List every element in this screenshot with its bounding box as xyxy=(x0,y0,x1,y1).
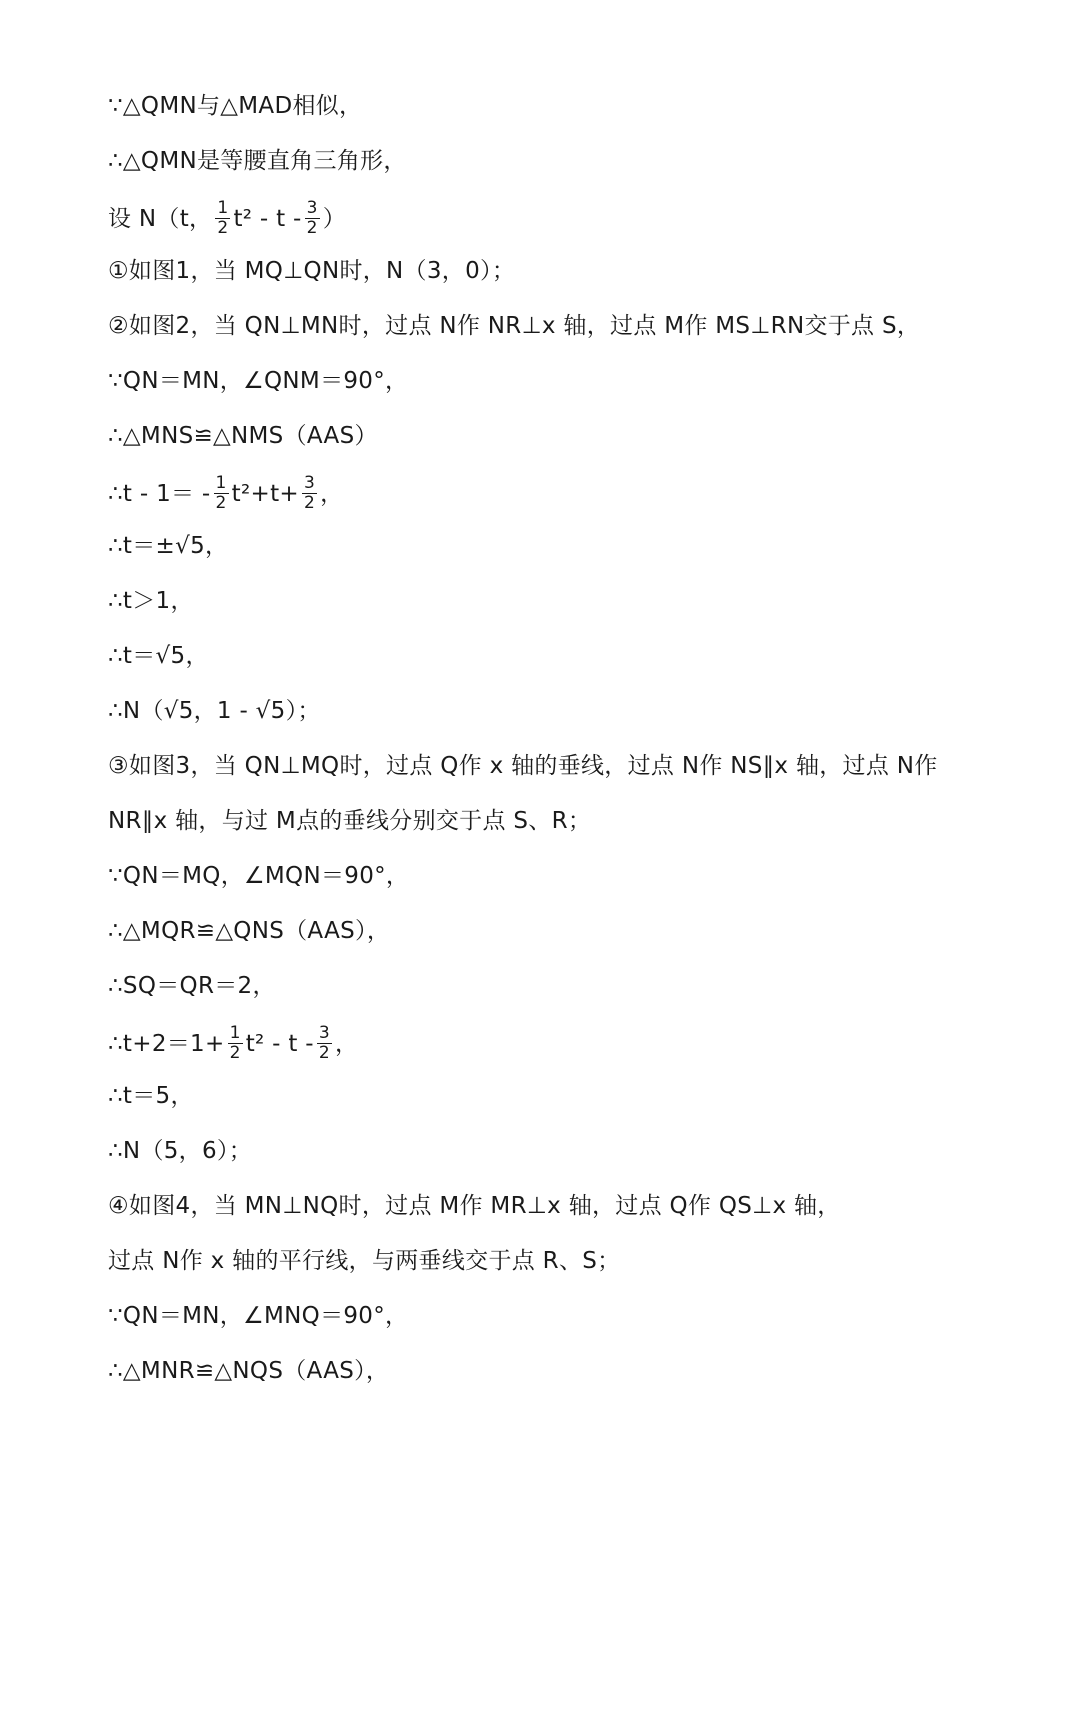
expr-prefix: ∴t - 1＝ - xyxy=(108,481,211,507)
text-line: ∴t＝±√5， xyxy=(108,533,229,559)
denominator: 2 xyxy=(229,1043,241,1063)
denominator: 2 xyxy=(318,1043,331,1063)
fraction xyxy=(302,474,317,513)
text-line: ∵△QMN与△MAD相似， xyxy=(108,93,363,119)
fraction xyxy=(228,1024,243,1063)
text-line: ∴SQ＝QR＝2， xyxy=(108,973,276,999)
text-line-with-fraction xyxy=(108,200,346,239)
text-line: ∴△MNS≌△NMS（AAS） xyxy=(108,423,378,449)
denominator: 2 xyxy=(306,218,318,238)
denominator: 2 xyxy=(303,493,316,513)
text-line-with-fraction xyxy=(108,475,343,514)
fraction xyxy=(214,474,229,513)
numerator: 1 xyxy=(217,198,229,218)
fraction xyxy=(305,199,320,238)
fraction xyxy=(317,1024,332,1063)
text-line: ②如图2，当 QN⊥MN时，过点 N作 NR⊥x 轴，过点 M作 MS⊥RN交于点 S， xyxy=(108,313,921,339)
expr-prefix: 设 N（t， xyxy=(108,206,213,232)
denominator: 2 xyxy=(217,218,229,238)
text-line: ∴△MQR≌△QNS（AAS）， xyxy=(108,918,391,944)
text-line: ∴t＝√5， xyxy=(108,643,209,669)
expr-suffix: ， xyxy=(320,481,344,507)
text-line: 过点 N作 x 轴的平行线，与两垂线交于点 R、S； xyxy=(108,1248,621,1274)
fraction xyxy=(215,199,230,238)
expr-middle: t² - t - xyxy=(233,206,302,232)
numerator: 3 xyxy=(303,473,316,493)
expr-middle: t²+t+ xyxy=(231,481,299,507)
text-line: ∴t＝5， xyxy=(108,1083,194,1109)
text-line: ∵QN＝MN，∠QNM＝90°， xyxy=(108,368,409,394)
expr-middle: t² - t - xyxy=(245,1031,314,1057)
text-line: ∵QN＝MQ，∠MQN＝90°， xyxy=(108,863,410,889)
numerator: 3 xyxy=(318,1023,331,1043)
text-line-with-fraction xyxy=(108,1025,358,1064)
text-line: ∴N（√5，1 - √5）； xyxy=(108,698,321,724)
text-line: NR∥x 轴，与过 M点的垂线分别交于点 S、R； xyxy=(108,808,592,834)
expr-prefix: ∴t+2＝1+ xyxy=(108,1031,225,1057)
text-line: ∴N（5，6）； xyxy=(108,1138,253,1164)
numerator: 3 xyxy=(306,198,318,218)
text-line: ∴t＞1， xyxy=(108,588,194,614)
expr-suffix: ， xyxy=(335,1031,359,1057)
text-line: ∴△QMN是等腰直角三角形， xyxy=(108,148,407,174)
numerator: 1 xyxy=(215,473,227,493)
text-line: ③如图3，当 QN⊥MQ时，过点 Q作 x 轴的垂线，过点 N作 NS∥x 轴，过点 N作 xyxy=(108,753,938,779)
text-line: ∴△MNR≌△NQS（AAS）， xyxy=(108,1358,390,1384)
numerator: 1 xyxy=(229,1023,241,1043)
text-line: ∵QN＝MN，∠MNQ＝90°， xyxy=(108,1303,409,1329)
text-line: ①如图1，当 MQ⊥QN时，N（3，0）； xyxy=(108,258,516,284)
expr-suffix: ） xyxy=(322,206,347,232)
text-line: ④如图4，当 MN⊥NQ时，过点 M作 MR⊥x 轴，过点 Q作 QS⊥x 轴， xyxy=(108,1193,841,1219)
denominator: 2 xyxy=(215,493,227,513)
